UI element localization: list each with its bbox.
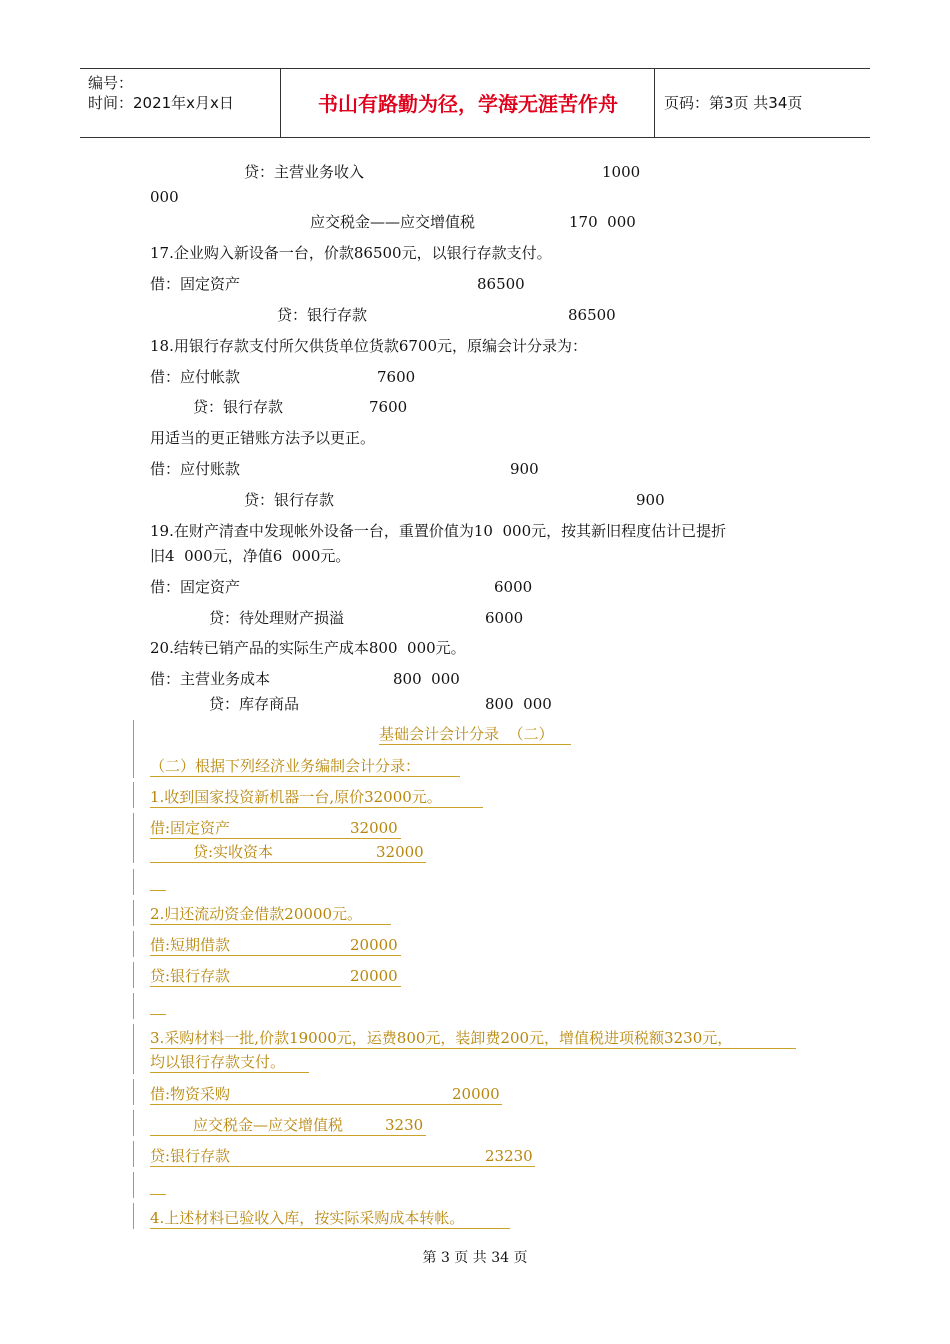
question-text: 均以银行存款支付。 — [150, 1053, 286, 1071]
underline — [150, 924, 391, 925]
underline — [150, 1072, 309, 1073]
entry-line: 贷：银行存款 — [244, 491, 335, 509]
underline — [150, 986, 401, 987]
entry-line: 贷:银行存款 — [150, 967, 231, 985]
entry-amount: 6000 — [494, 578, 533, 596]
underline — [150, 1014, 166, 1015]
entry-amount: 900 — [636, 491, 665, 509]
entry-line: 贷：主营业务收入 — [244, 163, 365, 181]
entry-amount: 3230 — [385, 1116, 424, 1134]
question-text: 旧4 000元，净值6 000元。 — [150, 547, 351, 565]
entry-amount: 1000 — [602, 163, 641, 181]
document-date: 时间：2021年x月x日 — [88, 94, 234, 112]
serial-number: 编号： — [88, 74, 134, 92]
underline — [150, 890, 166, 891]
underline — [150, 1135, 426, 1136]
header-divider — [654, 69, 655, 137]
entry-amount: 23230 — [485, 1147, 533, 1165]
question-text: 4.上述材料已验收入库，按实际采购成本转帐。 — [150, 1209, 465, 1227]
revision-bar — [133, 1172, 134, 1198]
revision-bar — [133, 813, 134, 863]
page-header — [80, 68, 870, 138]
entry-amount: 800 000 — [393, 670, 460, 688]
revision-bar — [133, 900, 134, 926]
entry-line: 借：固定资产 — [150, 275, 241, 293]
question-text: 3.采购材料一批,价款19000元，运费800元，装卸费200元，增值税进项税额3230元， — [150, 1029, 733, 1047]
entry-amount: 7600 — [377, 368, 416, 386]
entry-line: 借:短期借款 — [150, 936, 231, 954]
entry-amount: 000 — [150, 188, 179, 206]
page-footer: 第 3 页 共 34 页 — [422, 1250, 528, 1266]
question-text: 18.用银行存款支付所欠供货单位货款6700元，原编会计分录为： — [150, 337, 588, 355]
entry-line: 应交税金——应交增值税 — [310, 213, 476, 231]
underline — [150, 955, 401, 956]
entry-line: 借:固定资产 — [150, 819, 231, 837]
section-intro: （二）根据下列经济业务编制会计分录： — [150, 757, 421, 775]
underline — [150, 1166, 535, 1167]
revision-bar — [133, 1079, 134, 1105]
section-title: 基础会计会计分录 （二） — [379, 725, 554, 743]
entry-amount: 6000 — [485, 609, 524, 627]
question-text: 20.结转已销产品的实际生产成本800 000元。 — [150, 639, 466, 657]
header-divider — [280, 69, 281, 137]
entry-line: 贷:实收资本 — [193, 843, 274, 861]
entry-line: 贷：银行存款 — [193, 398, 284, 416]
revision-bar — [133, 720, 134, 756]
question-text: 用适当的更正错账方法予以更正。 — [150, 429, 376, 447]
entry-amount: 32000 — [376, 843, 424, 861]
entry-amount: 20000 — [452, 1085, 500, 1103]
revision-bar — [133, 962, 134, 988]
entry-amount: 170 000 — [569, 213, 636, 231]
entry-line: 应交税金—应交增值税 — [193, 1116, 344, 1134]
entry-line: 贷:银行存款 — [150, 1147, 231, 1165]
underline — [150, 807, 483, 808]
entry-amount: 86500 — [477, 275, 525, 293]
question-text: 1.收到国家投资新机器一台,原价32000元。 — [150, 788, 442, 806]
entry-line: 借：固定资产 — [150, 578, 241, 596]
page-indicator: 页码：第3页 共34页 — [664, 94, 803, 112]
question-text: 19.在财产清查中发现帐外设备一台，重置价值为10 000元，按其新旧程度估计已提折 — [150, 522, 727, 540]
underline — [150, 862, 426, 863]
entry-line: 借：主营业务成本 — [150, 670, 271, 688]
header-motto: 书山有路勤为径，学海无涯苦作舟 — [318, 92, 618, 116]
revision-bar — [133, 1141, 134, 1167]
revision-bar — [133, 1024, 134, 1074]
entry-line: 借：应付帐款 — [150, 368, 241, 386]
revision-bar — [133, 931, 134, 957]
entry-amount: 86500 — [568, 306, 616, 324]
revision-bar — [133, 869, 134, 895]
entry-line: 借:物资采购 — [150, 1085, 231, 1103]
entry-line: 贷：银行存款 — [277, 306, 368, 324]
underline — [150, 776, 460, 777]
entry-amount: 800 000 — [485, 695, 552, 713]
entry-amount: 7600 — [369, 398, 408, 416]
entry-amount: 900 — [510, 460, 539, 478]
entry-line: 贷：库存商品 — [209, 695, 300, 713]
entry-amount: 20000 — [350, 936, 398, 954]
underline — [150, 1048, 796, 1049]
entry-line: 借：应付账款 — [150, 460, 241, 478]
entry-amount: 32000 — [350, 819, 398, 837]
entry-amount: 20000 — [350, 967, 398, 985]
revision-bar — [133, 1110, 134, 1136]
question-text: 2.归还流动资金借款20000元。 — [150, 905, 363, 923]
underline — [150, 1104, 502, 1105]
entry-line: 贷：待处理财产损溢 — [209, 609, 345, 627]
underline — [150, 1228, 510, 1229]
header-meta — [88, 73, 234, 113]
underline — [150, 838, 401, 839]
question-text: 17.企业购入新设备一台，价款86500元，以银行存款支付。 — [150, 244, 552, 262]
revision-bar — [133, 752, 134, 778]
underline — [379, 744, 571, 745]
revision-bar — [133, 993, 134, 1019]
revision-bar — [133, 782, 134, 808]
underline — [150, 1194, 166, 1195]
revision-bar — [133, 1203, 134, 1229]
